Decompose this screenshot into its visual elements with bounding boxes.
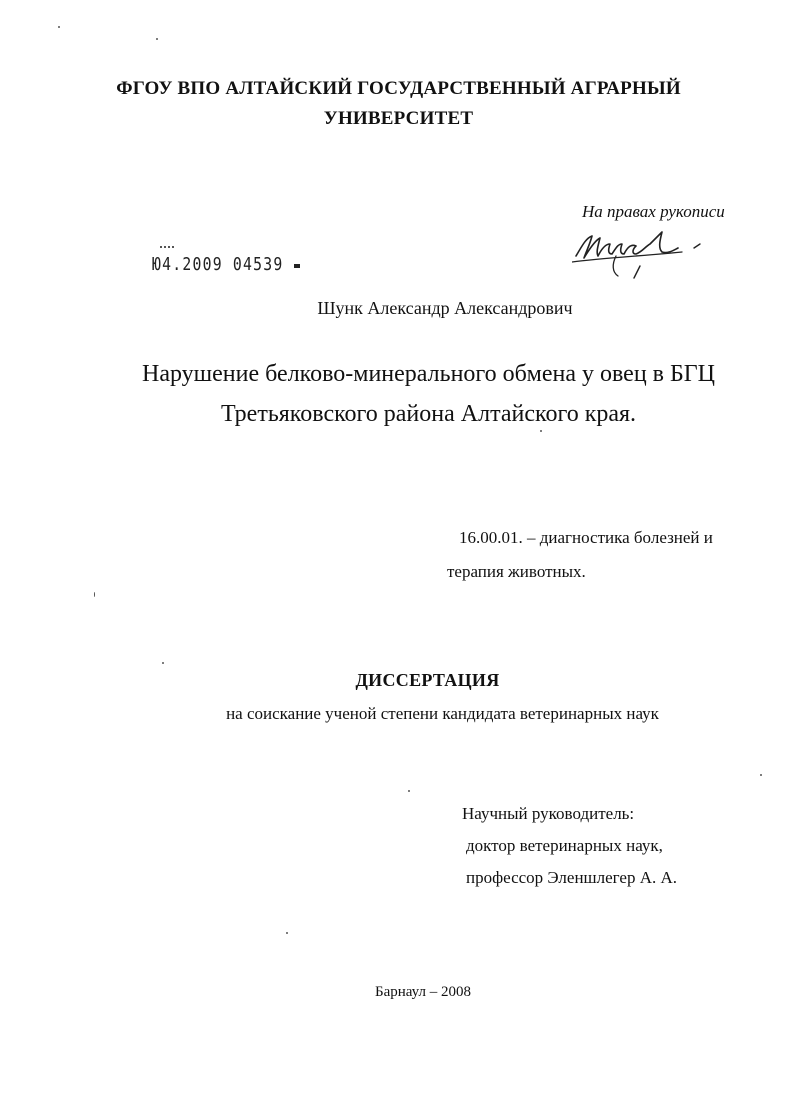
library-stamp-number: Ю4.2009 04539 bbox=[152, 254, 284, 275]
supervisor-degree: доктор ветеринарных наук, bbox=[466, 836, 663, 855]
place-and-year: Барнаул – 2008 bbox=[374, 984, 472, 1000]
institution-name-line-2: УНИВЕРСИТЕТ bbox=[323, 108, 474, 129]
supervisor-name: профессор Эленшлегер А. А. bbox=[466, 868, 678, 887]
manuscript-rights-note: На правах рукописи bbox=[582, 202, 725, 221]
supervisor-label: Научный руководитель: bbox=[462, 804, 635, 823]
author-signature bbox=[572, 222, 712, 280]
institution-name-line-1: ФГОУ ВПО АЛТАЙСКИЙ ГОСУДАРСТВЕННЫЙ АГРАРНЫЙ bbox=[116, 78, 681, 99]
scan-speck bbox=[408, 790, 410, 792]
scan-speck bbox=[94, 592, 95, 597]
scan-speck bbox=[156, 38, 158, 40]
scan-speck bbox=[58, 26, 60, 28]
scan-speck bbox=[286, 932, 288, 934]
stamp-dot bbox=[294, 264, 300, 268]
scan-speck bbox=[162, 662, 164, 664]
document-type-heading: ДИССЕРТАЦИЯ bbox=[355, 670, 500, 690]
author-name: Шунк Александр Александрович bbox=[317, 298, 573, 318]
scan-speck bbox=[540, 430, 542, 432]
specialty-code-line-1: 16.00.01. – диагностика болезней и bbox=[459, 528, 713, 547]
dissertation-title-line-1: Нарушение белково-минерального обмена у овец в БГЦ bbox=[142, 361, 715, 387]
degree-statement: на соискание ученой степени кандидата ветеринарных наук bbox=[226, 704, 659, 723]
dissertation-title-line-2: Третьяковского района Алтайского края. bbox=[220, 401, 637, 427]
specialty-code-line-2: терапия животных. bbox=[447, 562, 586, 581]
scan-speck bbox=[760, 774, 762, 776]
stamp-mark bbox=[160, 246, 174, 250]
